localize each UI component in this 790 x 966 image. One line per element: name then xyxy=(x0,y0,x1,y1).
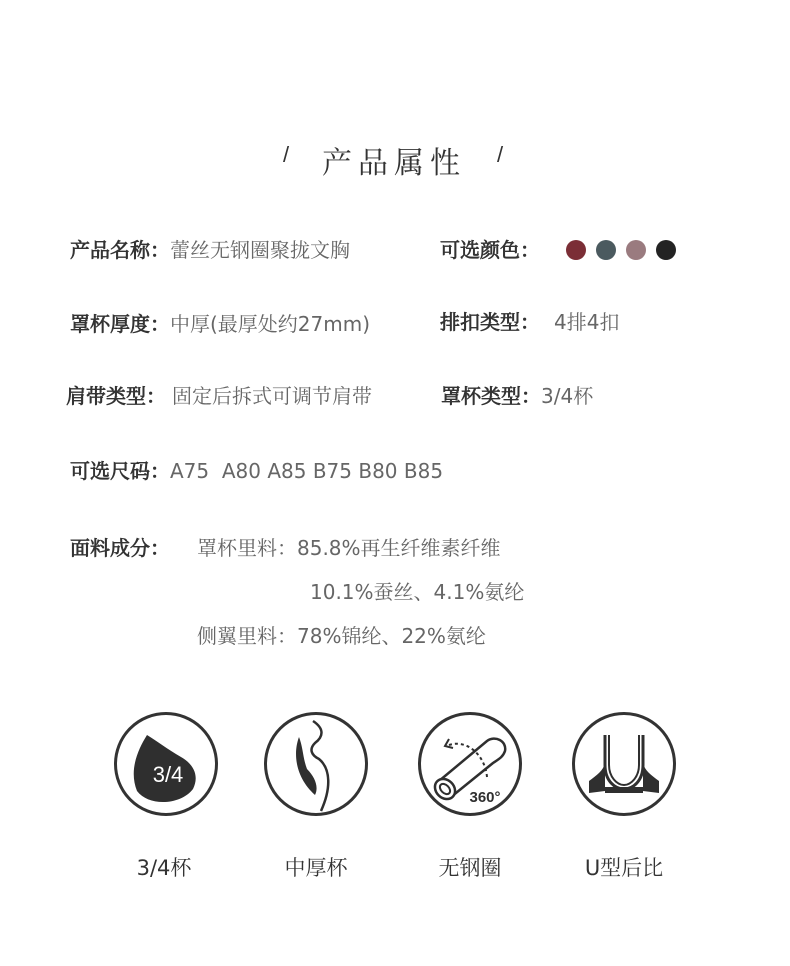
attr-label: 产品名称： xyxy=(70,238,170,262)
attr-label: 可选颜色： xyxy=(440,238,540,262)
attr-value: 蕾丝无钢圈聚拢文胸 xyxy=(170,238,350,262)
attr-hook-type xyxy=(440,309,619,335)
fabric-cup-lining-line1: 85.8%再生纤维素纤维 xyxy=(297,536,501,560)
attr-fabric xyxy=(70,535,170,561)
color-swatch-slate[interactable] xyxy=(596,240,616,260)
color-swatches xyxy=(566,240,676,260)
fabric-cup-lining-line2: 10.1%蚕丝、4.1%氨纶 xyxy=(310,580,525,604)
attr-value: A75 A80 A85 B75 B80 B85 xyxy=(170,459,444,483)
color-swatch-wine[interactable] xyxy=(566,240,586,260)
cup-ratio-text: 3/4 xyxy=(152,762,184,787)
feature-label-medium-thick: 中厚杯 xyxy=(284,856,348,880)
attr-colors xyxy=(440,237,540,263)
section-title: 产品属性 xyxy=(322,146,466,181)
color-swatch-mauve[interactable] xyxy=(626,240,646,260)
fabric-side-value: 78%锦纶、22%氨纶 xyxy=(297,624,486,648)
attr-product-name xyxy=(70,237,350,263)
section-header xyxy=(0,138,790,181)
attr-value: 固定后拆式可调节肩带 xyxy=(172,384,372,408)
fabric-side-lining xyxy=(197,623,486,649)
attr-value: 3/4杯 xyxy=(541,384,594,408)
attr-label: 罩杯类型： xyxy=(441,384,541,408)
attr-strap-type xyxy=(66,383,372,409)
rotation-degree-text: 360° xyxy=(469,789,501,806)
attr-label: 罩杯厚度： xyxy=(70,312,170,336)
u-back-icon xyxy=(572,712,676,816)
attr-sizes xyxy=(70,458,443,484)
attr-value: 4排4扣 xyxy=(554,310,620,334)
attr-label: 面料成分： xyxy=(70,536,170,560)
feature-label-u-back: U型后比 xyxy=(584,856,664,880)
medium-thick-cup-icon xyxy=(264,712,368,816)
wire-free-icon xyxy=(418,712,522,816)
feature-label-wire-free: 无钢圈 xyxy=(438,856,502,880)
color-swatch-black[interactable] xyxy=(656,240,676,260)
title-slash-right: / xyxy=(497,142,504,167)
attr-label: 可选尺码： xyxy=(70,459,170,483)
fabric-cup-lining-label: 罩杯里料： xyxy=(197,536,297,560)
fabric-cup-lining xyxy=(197,535,501,561)
fabric-side-label: 侧翼里料： xyxy=(197,624,297,648)
fabric-cup-lining-continued xyxy=(310,579,524,605)
attr-label: 排扣类型： xyxy=(440,310,540,334)
attr-cup-thickness xyxy=(70,311,370,337)
feature-label-three-quarter: 3/4杯 xyxy=(136,856,192,880)
title-slash-left: / xyxy=(283,142,290,167)
attr-value: 中厚(最厚处约27mm) xyxy=(170,312,371,336)
attr-cup-type xyxy=(441,383,593,409)
three-quarter-cup-icon xyxy=(114,712,218,816)
attr-label: 肩带类型： xyxy=(66,384,166,408)
